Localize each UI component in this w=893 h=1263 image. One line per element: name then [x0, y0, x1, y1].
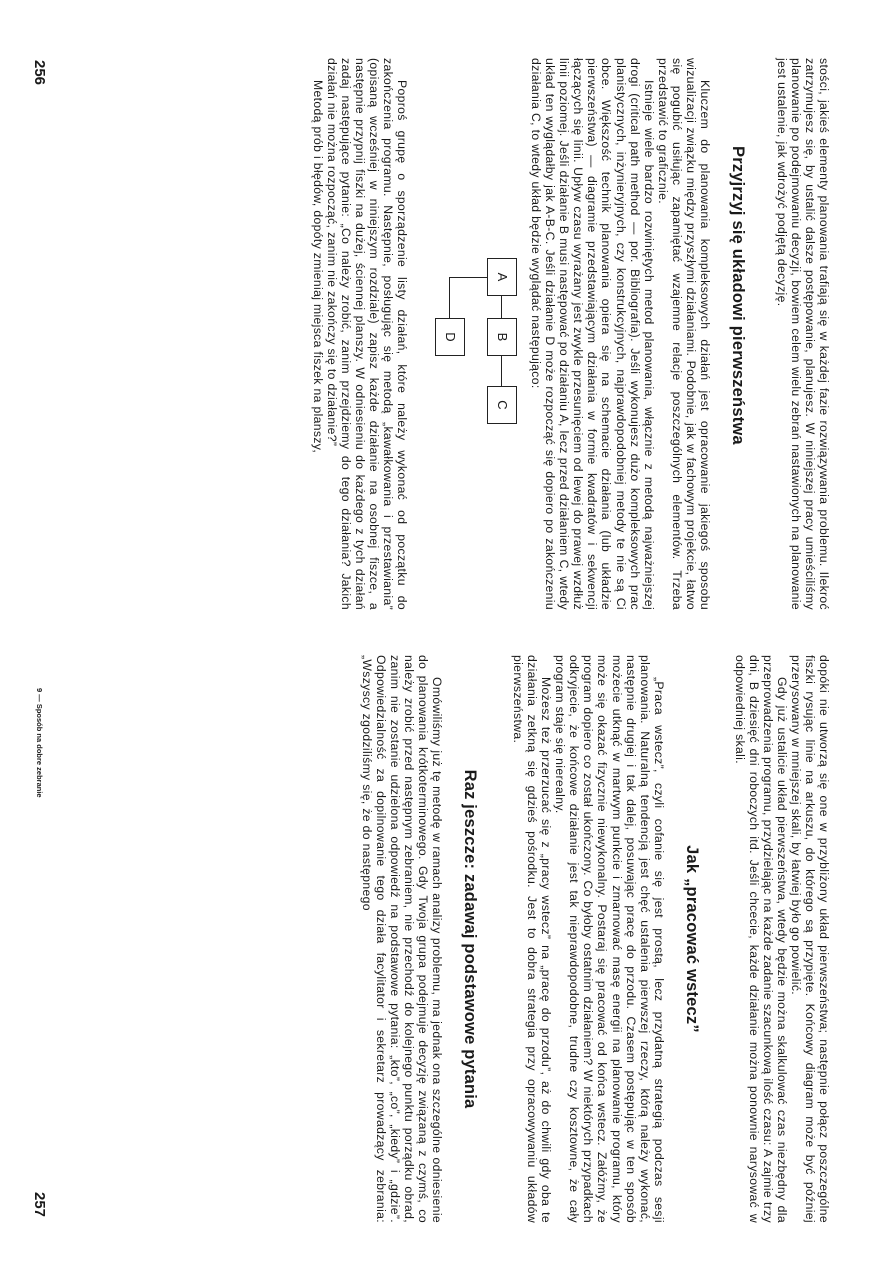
left-heading: Przyjrzyj się układowi pierwszeństwa	[728, 146, 747, 445]
connector-to-d	[449, 277, 450, 318]
right-page	[0, 633, 893, 1263]
diagram-node-a: A	[487, 258, 517, 296]
left-page	[0, 0, 893, 630]
left-intro-paragraph: stości, jakieś elementy planowania trafiają się w każdej fazie rozwiązywania problemu. Ilekroć zatrzymujesz się, by ustalić dalsze postępowanie, planujesz. W niniejszej pracy umieściliśmy planowanie po podejmowaniu decyzji, bowiem celem wielu zebrań nastawionych na planowanie jest ustalenie, jak wdrożyć podjętą decyzję.	[774, 58, 831, 610]
running-footer: 9 — Sposób na dobre zebranie	[35, 688, 44, 798]
diagram-node-d: D	[435, 318, 465, 356]
connector-b-c	[501, 356, 502, 386]
connector-a-down	[449, 277, 487, 278]
right-paragraph-2: „Praca wstecz”, czyli cofanie się jest prostą, lecz przydatną strategią podczas sesji planowania. Naturalną tendencją jest chęć ustalenia pierwszej rzeczy, którą należy wykonać, następnie drugiej i tak dalej, posuwając pracę do przodu. Czasem postępując w ten sposób możecie utknąć w martwym punkcie i zmarnować masę energii na planowanie programu, który może się okazać fizycznie niewykonalny. Postaraj się pracować od końca wstecz. Załóżmy, że program dopiero co został ukończony. Co byłoby ostatnim działaniem? W niektórych przypadkach odkryjecie, że końcowe działanie jest tak nieprawdopodobne, trudne czy kosztowne, że cały program staje się nierealny.	[553, 655, 666, 1223]
right-paragraph-3: Możesz też przerzucać się z „pracy wstecz” na „pracę do przodu”, aż do chwili gdy oba te działania zetkną się gdzieś pośrodku. Jest to dobra strategia przy opracowywaniu układów pierwszeństwa.	[511, 655, 554, 1223]
left-paragraph-4: Metodą prób i błędów, dopóty zmieniaj miejsca fiszek na planszy,	[310, 80, 325, 454]
page-number-right: 257	[31, 1192, 48, 1218]
right-intro-paragraph: dopóki nie utworzą się one w przybliżony układ pierwszeństwa; następnie połącz poszczególne fiszki rysując linie na arkuszu, do którego są przypięte. Końcowy diagram może być później przerysowany w mniejszej skali, by łatwiej było go powielić.	[788, 655, 831, 1223]
diagram-node-b: B	[487, 318, 517, 356]
right-paragraph-4: Omówiliśmy już tę metodę w ramach analizy problemu, ma jednak ona szczególne odniesienie do planowania krótkoterminowego. Gdy Twoja grupa podejmuje decyzję związaną z czymś, co należy zrobić przed następnym zebraniem, nie przechodź do kolejnego punktu porządku obrad, zanim nie zostanie udzielona odpowiedź na podstawowe pytania: „kto”, „co”, „kiedy” i „gdzie”. Odpowiedzialność za dopilnowanie tego działa facylitator i sekretarz prowadzący zebrania: „Wszyscy zgodziliśmy się, że do następnego	[359, 655, 445, 1223]
page-number-left: 256	[31, 60, 48, 86]
right-heading-2: Raz jeszcze: zadawaj podstawowe pytania	[461, 769, 480, 1109]
diagram-node-c: C	[487, 386, 517, 424]
left-paragraph-2: Istnieje wiele bardzo rozwiniętych metod planowania, włącznie z metodą najważniejszej drogi (critical path method — por. Bibliografia). Jeśli wykonujesz dużo kompleksowych prac planistycznych, inżynieryjnych, czy konstrukcyjnych, najprawdopodobniej metody te nie są Ci obce. Większość technik planowania opiera się na schemacie działania (lub układzie pierwszeństwa) — diagramie przedstawiającym działania w formie kwadratów i sekwencji łączących się linii. Upływ czasu wyrażany jest zwykle przesunięciem od lewej do prawej wzdłuż linii poziomej. Jeśli działanie B musi następować po działaniu A, lecz przed działaniem C, wtedy układ ten wyglądałby jak A-B-C. Jeśli działanie D może rozpocząć się dopiero po zakończeniu działania C, to wtedy układ będzie wyglądać następująco:	[529, 58, 656, 610]
left-paragraph-3: Poproś grupę o sporządzenie listy działań, które należy wykonać od początku do zakończenia programu. Następnie, posługując się metodą „kawałkowania i przestawiania” (opisaną wcześniej w niniejszym rozdziale) zapisz każde działanie na osobnej fiszce, a następnie przypnij fiszki na dużej, ściennej planszy. W odniesieniu do każdego z tych działań zadaj następujące pytanie: „Co należy zrobić, zanim przejdziemy do tego działania? Jakich działań nie można rozpocząć, zanim nie zakończy się to działanie?”	[324, 58, 410, 610]
precedence-diagram	[415, 58, 525, 610]
right-heading-1: Jak „pracować wstecz”	[682, 845, 701, 1033]
connector-a-b	[501, 296, 502, 318]
right-paragraph-1: Gdy już ustalicie układ pierwszeństwa, wtedy będzie można skalkulować czas niezbędny dla przeprowadzenia programu, przydzielając na każde zadanie szacunkową ilość czasu: A zajmie trzy dni, B dziesięć dni roboczych itd. Jeśli chcecie, każde działanie można ponownie narysować w odpowiedniej skali.	[732, 655, 789, 1223]
left-paragraph-1: Kluczem do planowania kompleksowych działań jest opracowanie jakiegoś sposobu wizualizacji związku między przyszłymi działaniami. Podobnie, jak w fachowym projekcie, łatwo się pogubić usiłując zapamiętać wzajemne relacje poszczególnych elementów. Trzeba przedstawić to graficznie.	[655, 58, 712, 610]
